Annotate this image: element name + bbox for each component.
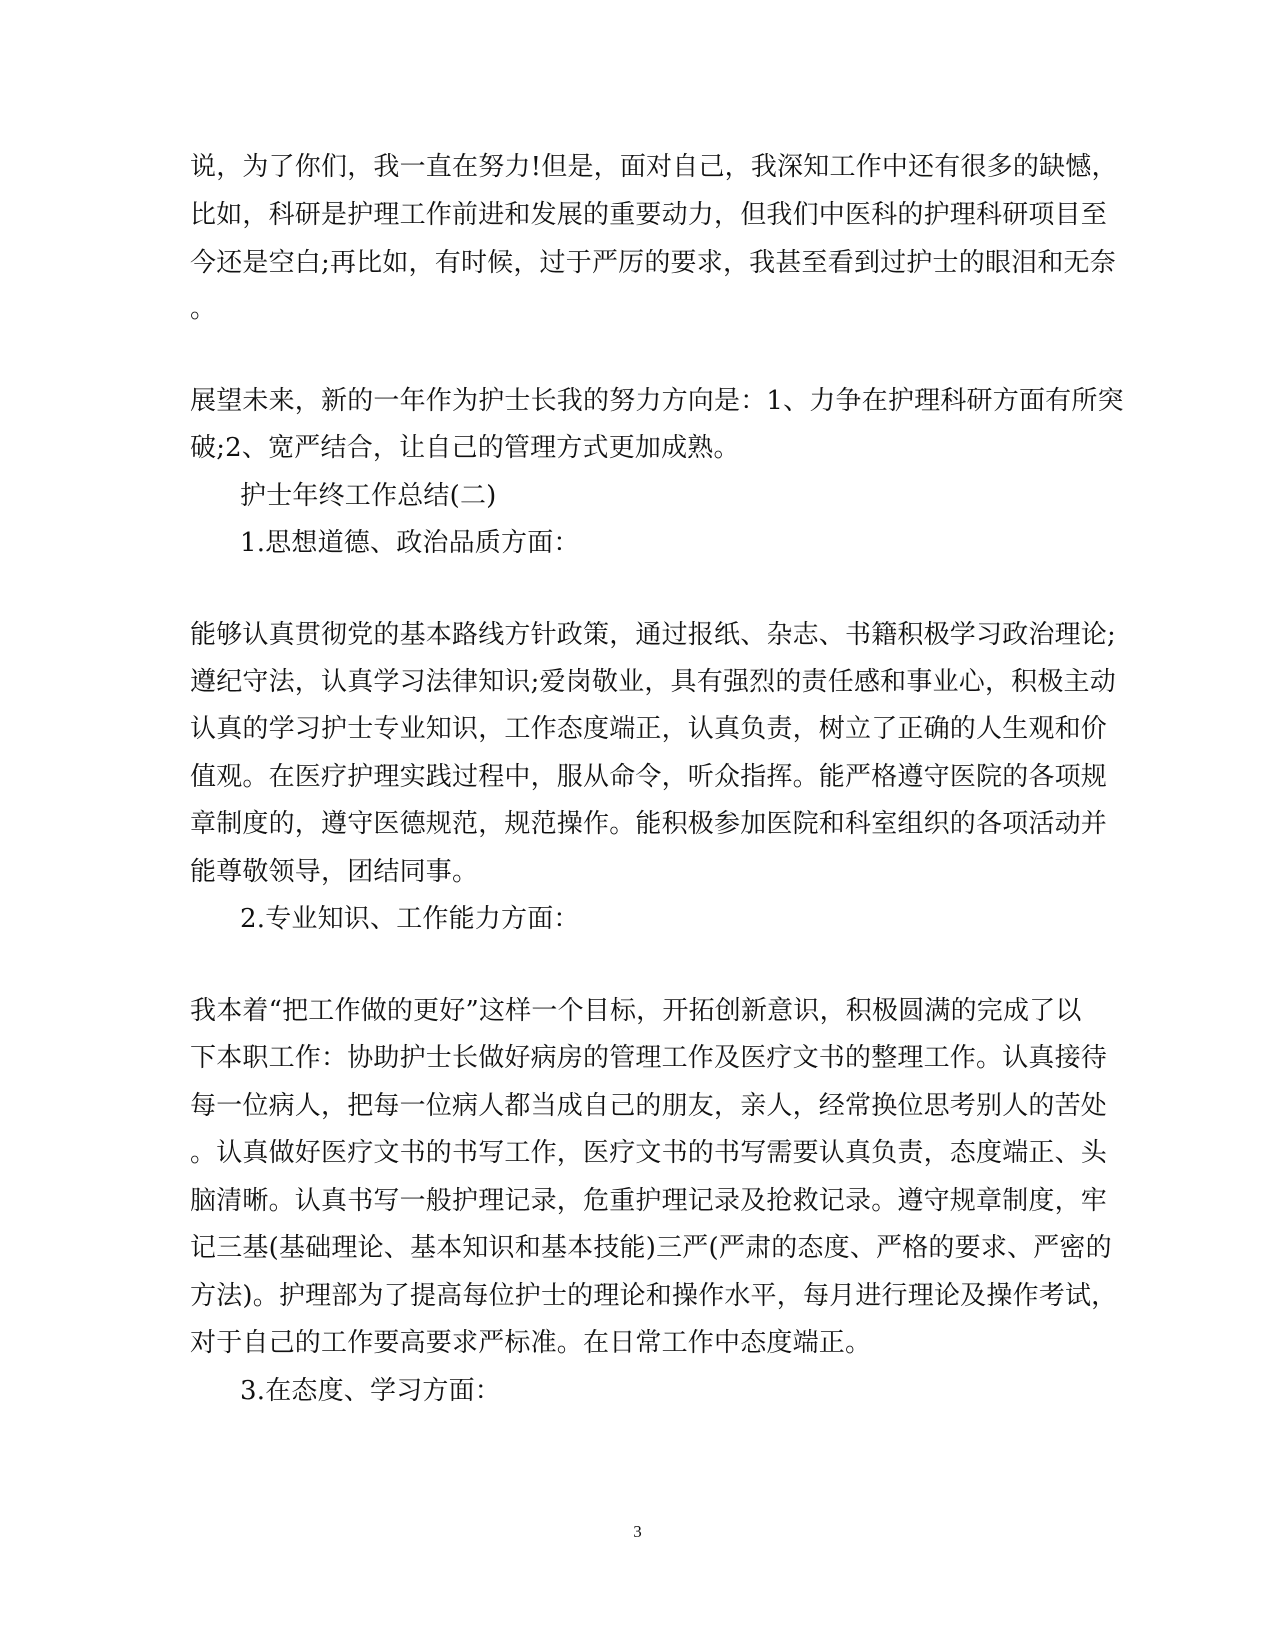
paragraph-2-line-1: 展望未来，新的一年作为护士长我的努力方向是：1、力争在护理科研方面有所突 xyxy=(190,386,1124,416)
paragraph-3-line-5: 章制度的，遵守医德规范，规范操作。能积极参加医院和科室组织的各项活动并 xyxy=(190,809,1108,839)
paragraph-4-line-4: 。认真做好医疗文书的书写工作，医疗文书的书写需要认真负责，态度端正、头 xyxy=(190,1138,1108,1168)
paragraph-4-line-8: 对于自己的工作要高要求严标准。在日常工作中态度端正。 xyxy=(190,1328,872,1358)
heading-2: 2.专业知识、工作能力方面： xyxy=(240,904,580,934)
page-number: 3 xyxy=(633,1522,642,1541)
paragraph-1-line-2: 比如，科研是护理工作前进和发展的重要动力，但我们中医科的护理科研项目至 xyxy=(190,200,1108,230)
section-title: 护士年终工作总结(二) xyxy=(240,481,497,511)
paragraph-4-line-2: 下本职工作：协助护士长做好病房的管理工作及医疗文书的整理工作。认真接待 xyxy=(190,1043,1108,1073)
heading-1: 1.思想道德、政治品质方面： xyxy=(240,528,580,558)
paragraph-1-line-4: 。 xyxy=(190,294,217,324)
paragraph-1-line-1: 说，为了你们，我一直在努力!但是，面对自己，我深知工作中还有很多的缺憾， xyxy=(190,152,1118,182)
paragraph-3-line-3: 认真的学习护士专业知识，工作态度端正，认真负责，树立了正确的人生观和价 xyxy=(190,714,1108,744)
paragraph-1-line-3: 今还是空白;再比如，有时候，过于严厉的要求，我甚至看到过护士的眼泪和无奈 xyxy=(190,248,1116,278)
paragraph-4-line-3: 每一位病人，把每一位病人都当成自己的朋友，亲人，经常换位思考别人的苦处 xyxy=(190,1091,1108,1121)
paragraph-4-line-6: 记三基(基础理论、基本知识和基本技能)三严(严肃的态度、严格的要求、严密的 xyxy=(190,1233,1112,1263)
paragraph-4-line-1: 我本着“把工作做的更好”这样一个目标，开拓创新意识，积极圆满的完成了以 xyxy=(190,996,1082,1026)
paragraph-3-line-4: 值观。在医疗护理实践过程中，服从命令，听众指挥。能严格遵守医院的各项规 xyxy=(190,762,1108,792)
paragraph-3-line-1: 能够认真贯彻党的基本路线方针政策，通过报纸、杂志、书籍积极学习政治理论; xyxy=(190,620,1116,650)
paragraph-4-line-7: 方法)。护理部为了提高每位护士的理论和操作水平，每月进行理论及操作考试， xyxy=(190,1281,1118,1311)
paragraph-3-line-6: 能尊敬领导，团结同事。 xyxy=(190,857,479,887)
paragraph-4-line-5: 脑清晰。认真书写一般护理记录，危重护理记录及抢救记录。遵守规章制度，牢 xyxy=(190,1186,1108,1216)
heading-3: 3.在态度、学习方面： xyxy=(240,1376,502,1406)
paragraph-3-line-2: 遵纪守法，认真学习法律知识;爱岗敬业，具有强烈的责任感和事业心，积极主动 xyxy=(190,667,1116,697)
paragraph-2-line-2: 破;2、宽严结合，让自己的管理方式更加成熟。 xyxy=(190,433,740,463)
